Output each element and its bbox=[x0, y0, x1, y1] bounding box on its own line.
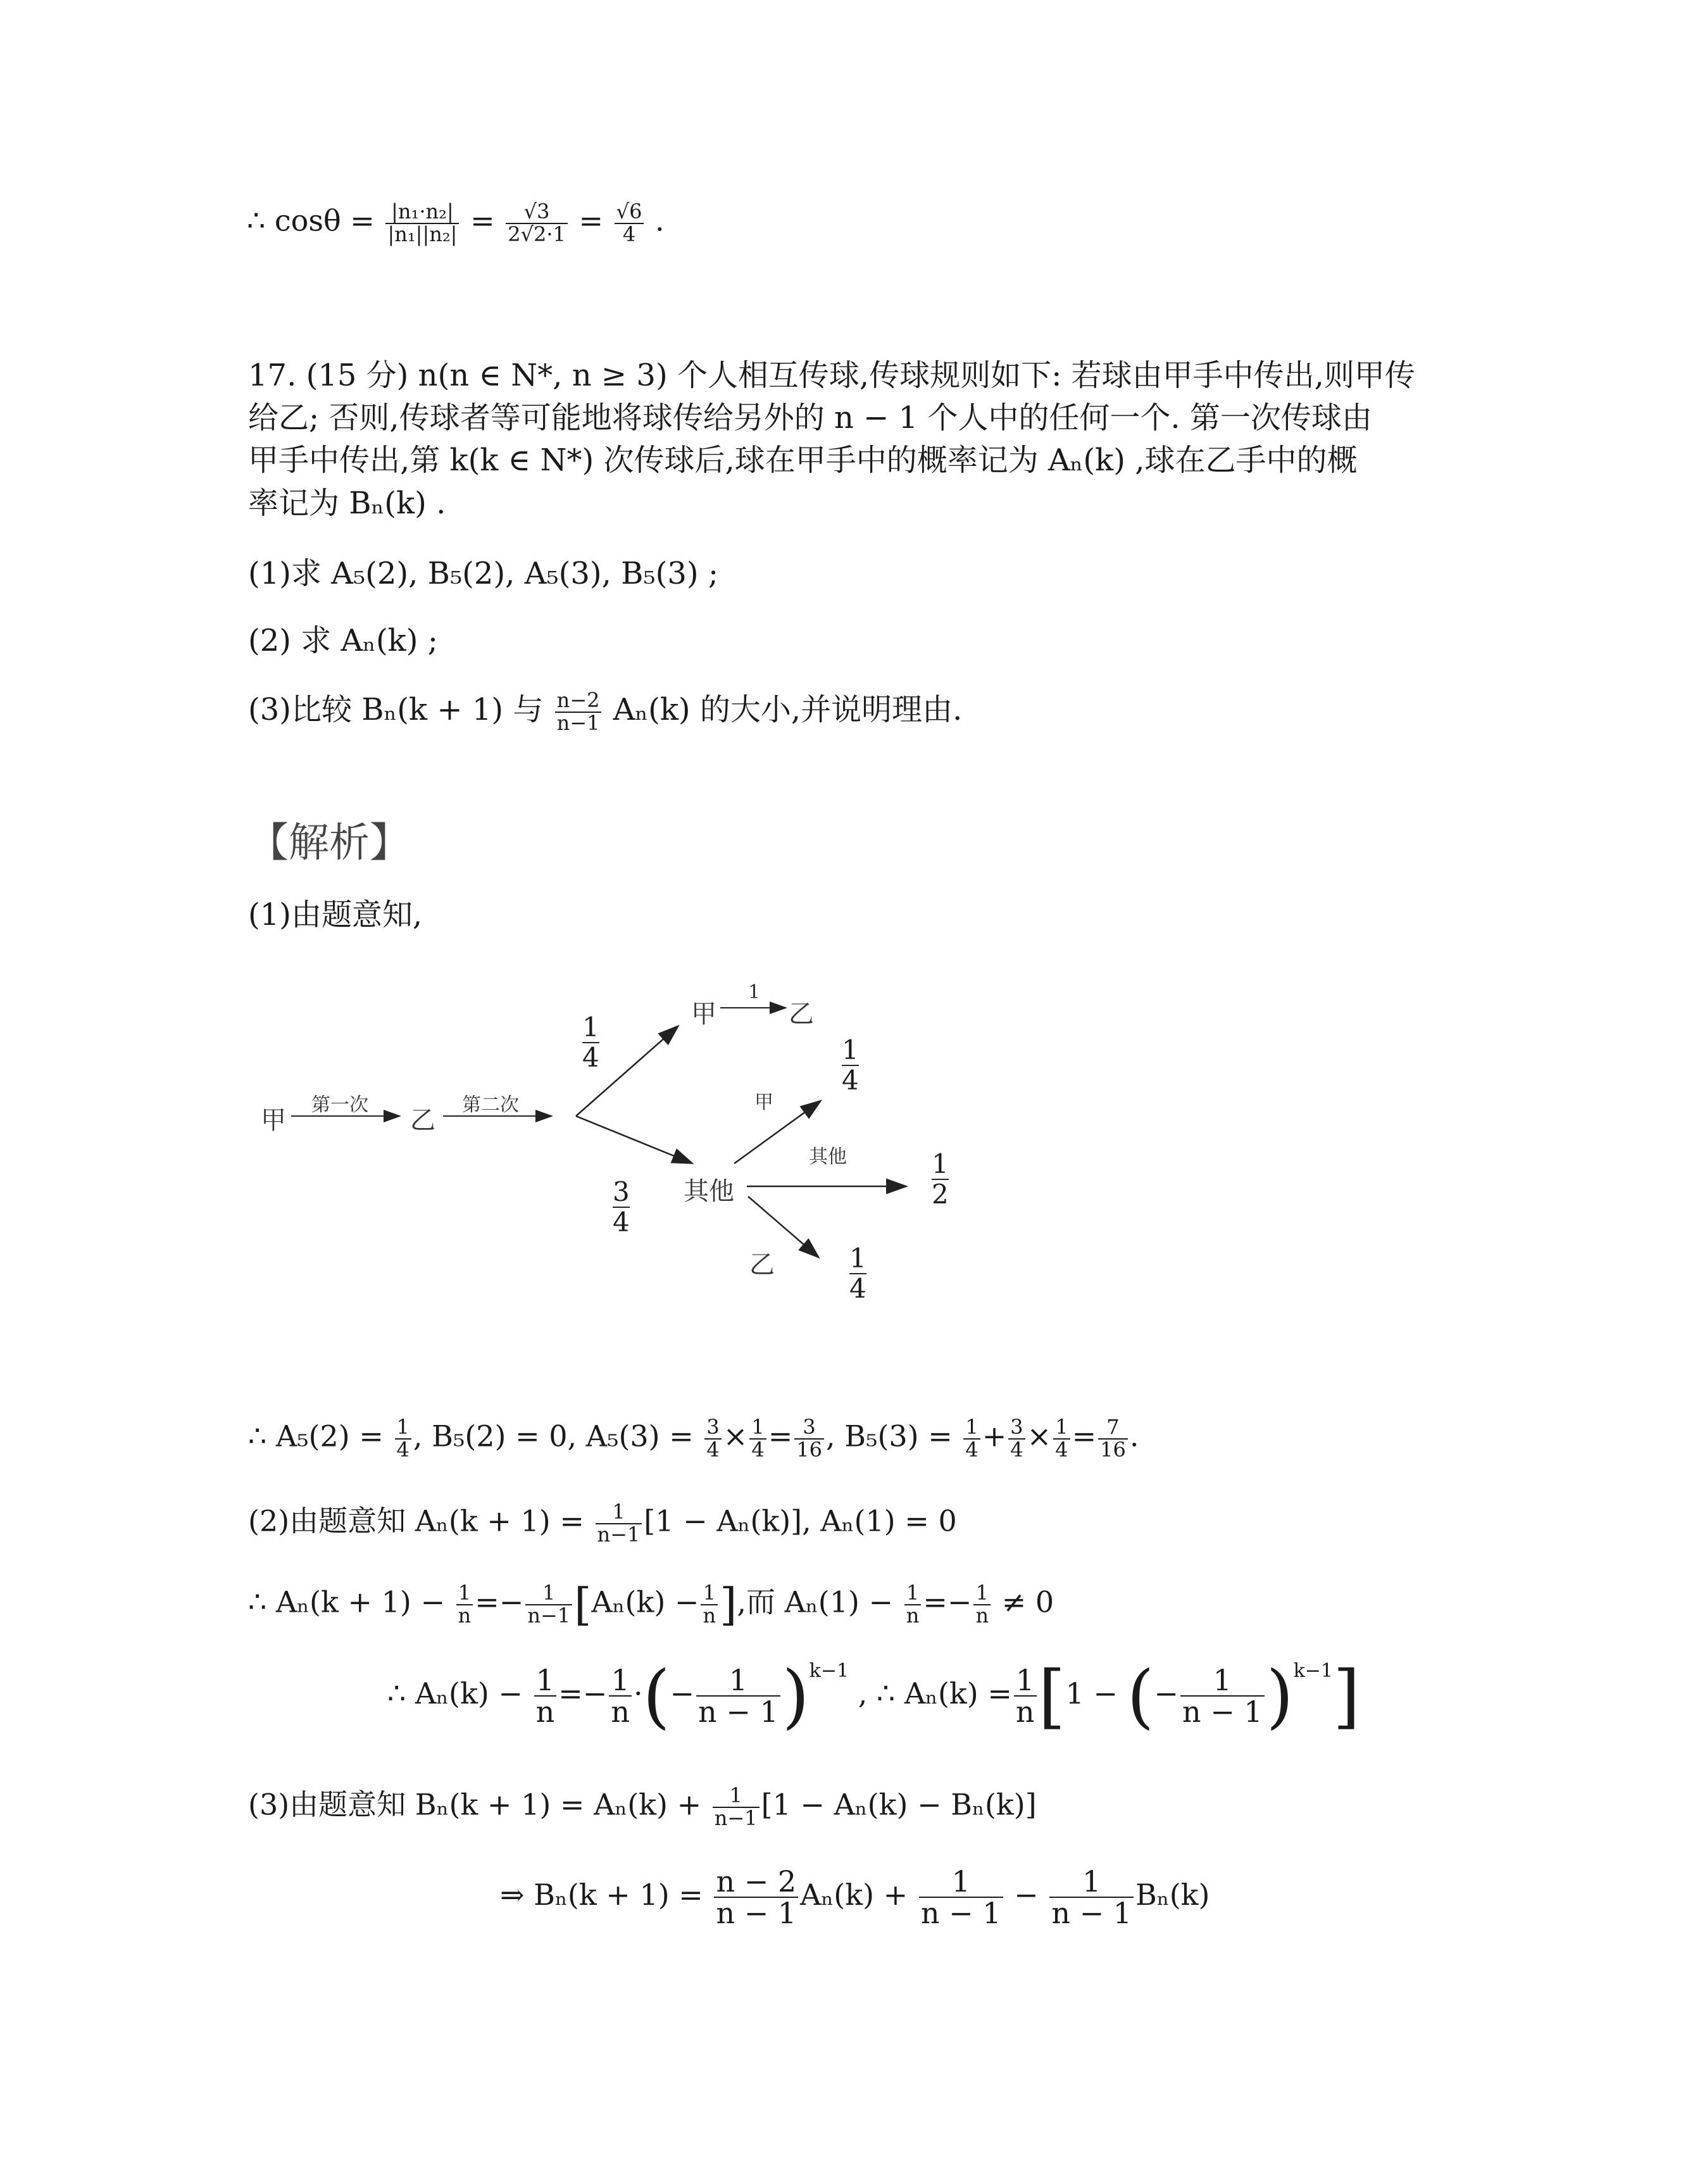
solution-line-6: ⇒ Bₙ(k + 1) = $\frac{n - 2}{n - 1}$ Aₙ(k) + $\frac{1}{n - 1}$ − $\frac{1}{n - 1}$ Bₙ(k) bbox=[500, 1864, 1210, 1930]
fraction: $\frac{1}{n}$ bbox=[456, 1583, 473, 1626]
analysis-heading: 【解析】 bbox=[248, 820, 410, 867]
solution-line-1: ∴ A₅(2) = $\frac{1}{4}$ , B₅(2) = 0, A₅(3) = $\frac{3}{4}$ × $\frac{1}{4}$ = $\frac{3}{16}$ , B₅(3) = $\frac{1}{4}$ + $\frac{3}{4}$ × $\frac{1}{4}$ = $\frac{7}{16}$ . bbox=[248, 1415, 1139, 1462]
fraction: $\frac{1}{n - 1}$ bbox=[1180, 1665, 1265, 1728]
tree-top-jia: 甲 bbox=[691, 1000, 716, 1029]
tree-branch-other: 其他 bbox=[809, 1146, 847, 1168]
fraction: $\frac{1}{n-1}$ bbox=[596, 1502, 642, 1545]
branch-other-prob: 1 2 bbox=[932, 1148, 949, 1210]
fraction: $\frac{1}{n-1}$ bbox=[713, 1785, 760, 1829]
question-2: (2) 求 Aₙ(k) ; bbox=[248, 623, 438, 658]
tree-first-pass: 第一次 bbox=[311, 1094, 368, 1116]
fraction: $\frac{3}{4}$ bbox=[1008, 1417, 1025, 1460]
fraction: $\frac{1}{4}$ bbox=[963, 1417, 980, 1460]
fraction: $\frac{1}{n}$ bbox=[904, 1583, 922, 1626]
fraction: $\frac{7}{16}$ bbox=[1098, 1417, 1128, 1460]
tree-start-jia: 甲 bbox=[261, 1106, 286, 1135]
fraction: $\frac{n-2}{n-1}$ bbox=[555, 690, 602, 734]
branch-yi-prob: 1 4 bbox=[849, 1243, 866, 1305]
branch-jia-prob: 1 4 bbox=[842, 1034, 859, 1096]
fraction: $\frac{1}{n}$ bbox=[973, 1583, 991, 1626]
problem-line-1: 17. (15 分) n(n ∈ N*, n ≥ 3) 个人相互传球,传球规则如下: 若球由甲手中传出,则甲传 bbox=[248, 358, 1415, 393]
problem-line-2: 给乙; 否则,传球者等可能地将球传给另外的 n − 1 个人中的任何一个. 第一次传球由 bbox=[248, 400, 1372, 436]
fraction: $\frac{1}{n}$ bbox=[534, 1665, 557, 1728]
fraction: $\frac{3}{4}$ bbox=[704, 1417, 721, 1460]
tree-top-prob: 1 bbox=[748, 981, 761, 1003]
tree-second-pass: 第二次 bbox=[462, 1094, 519, 1116]
fraction: $\frac{1}{n}$ bbox=[701, 1583, 718, 1626]
fraction: $\frac{1}{n}$ bbox=[1014, 1665, 1037, 1728]
fraction: $\frac{1}{4}$ bbox=[1053, 1417, 1070, 1460]
fraction: $\frac{1}{4}$ bbox=[749, 1417, 766, 1460]
cos-theta-formula: ∴ cosθ = $\frac{\text{|n₁·n₂|}}{\text{|n₁||n₂|}}$ = $\frac{√3}{2√2\cdot 1}$ = $\frac{√6}{4}$ . bbox=[247, 199, 665, 246]
fraction: $\frac{3}{16}$ bbox=[794, 1417, 824, 1460]
fraction: $\frac{1}{n-1}$ bbox=[525, 1583, 572, 1626]
fraction: $\frac{n - 2}{n - 1}$ bbox=[714, 1866, 798, 1929]
tree-top-yi: 乙 bbox=[789, 1000, 814, 1029]
tree-arrows bbox=[241, 962, 1000, 1323]
tree-branch-yi: 乙 bbox=[749, 1250, 775, 1279]
probability-tree bbox=[241, 962, 1000, 1323]
fraction: $\frac{1}{n - 1}$ bbox=[919, 1866, 1003, 1929]
tree-yi: 乙 bbox=[410, 1106, 435, 1135]
solution-line-5: (3)由题意知 Bₙ(k + 1) = Aₙ(k) + $\frac{1}{n-1}$ [1 − Aₙ(k) − Bₙ(k)] bbox=[248, 1783, 1037, 1830]
tree-branch-jia: 甲 bbox=[754, 1091, 773, 1114]
upper-branch-prob: 1 4 bbox=[582, 1012, 599, 1074]
fraction: $\frac{1}{n - 1}$ bbox=[696, 1665, 780, 1728]
solution-line-3: ∴ Aₙ(k + 1) − $\frac{1}{n}$ =− $\frac{1}{n-1}$ [Aₙ(k) − $\frac{1}{n}$ ],而 Aₙ(1) − $\frac{1}{n}$ =− $\frac{1}{n}$ ≠ 0 bbox=[248, 1578, 1054, 1631]
fraction: $\frac{1}{n - 1}$ bbox=[1049, 1866, 1134, 1929]
fraction: $\frac{\text{|n₁·n₂|}}{\text{|n₁||n₂|}}$ bbox=[385, 201, 459, 245]
solution-line-4: ∴ Aₙ(k) − $\frac{1}{n}$ =− $\frac{1}{n}$ ·(− $\frac{1}{n - 1}$ )$^{k-1}$ , ∴ Aₙ(k) = $\frac{1}{n}$ [1 − (− $\frac{1}{n - 1}$ )$^{k-1}$] bbox=[387, 1655, 1360, 1736]
fraction: $\frac{√3}{2√2\cdot 1}$ bbox=[506, 201, 568, 245]
part1-intro: (1)由题意知, bbox=[248, 897, 423, 932]
problem-line-3: 甲手中传出,第 k(k ∈ N*) 次传球后,球在甲手中的概率记为 Aₙ(k) ,球在乙手中的概 bbox=[248, 442, 1358, 478]
problem-line-4: 率记为 Bₙ(k) . bbox=[248, 486, 446, 521]
question-3: (3)比较 Bₙ(k + 1) 与 $\frac{n-2}{n-1}$ Aₙ(k) 的大小,并说明理由. bbox=[248, 688, 963, 735]
fraction: $\frac{1}{4}$ bbox=[395, 1417, 411, 1460]
lower-branch-prob: 3 4 bbox=[613, 1176, 630, 1238]
fraction: $\frac{√6}{4}$ bbox=[615, 201, 644, 245]
question-1: (1)求 A₅(2), B₅(2), A₅(3), B₅(3) ; bbox=[248, 556, 719, 591]
tree-other-node: 其他 bbox=[684, 1177, 734, 1206]
fraction: $\frac{1}{n}$ bbox=[609, 1665, 632, 1728]
solution-line-2: (2)由题意知 Aₙ(k + 1) = $\frac{1}{n-1}$ [1 − Aₙ(k)], Aₙ(1) = 0 bbox=[248, 1500, 957, 1547]
